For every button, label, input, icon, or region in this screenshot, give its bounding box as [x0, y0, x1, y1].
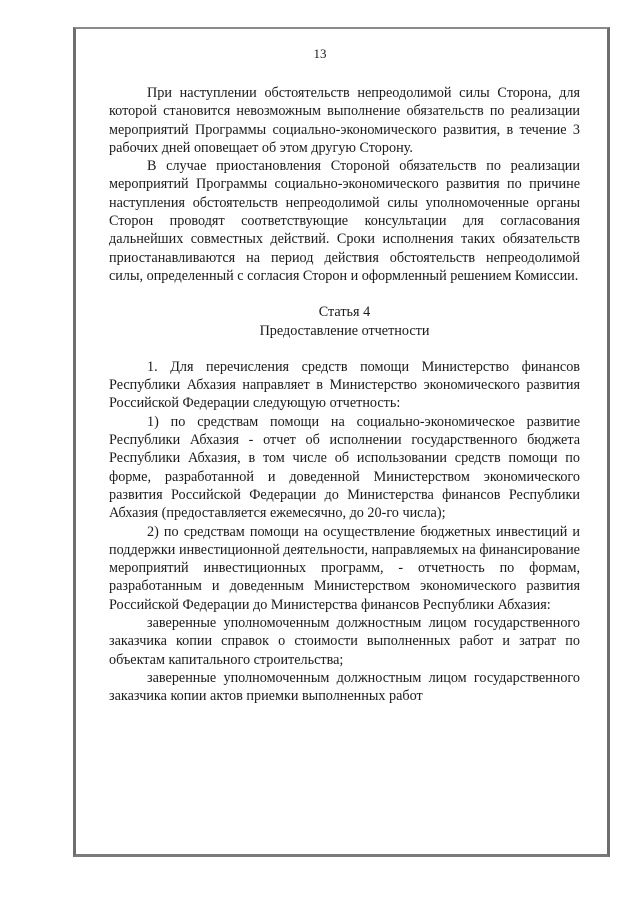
paragraph-reporting-item-2: 2) по средствам помощи на осуществление бюджетных инвестиций и поддержки инвестиционной деятельности, направляемых на финансирование мероприятий инвестиционных программ, - отчетность по формам, разработанным и доведенным Министерством экономического развития Российской Федерации до Министерства финансов Республики Абхазия: — [109, 523, 580, 613]
paragraph-reporting-intro: 1. Для перечисления средств помощи Министерство финансов Республики Абхазия направляет в Министерство экономического развития Российской Федерации следующую отчетность: — [109, 358, 580, 412]
spacer — [109, 340, 580, 358]
article-title: Предоставление отчетности — [259, 322, 430, 339]
page-number: 13 — [313, 46, 327, 61]
paragraph-force-majeure-notice: При наступлении обстоятельств непреодолимой силы Сторона, для которой становится невозможным выполнение обязательств по реализации мероприятий Программы социально-экономического развития, в течение 3 рабочих дней оповещает об этом другую Сторону. — [109, 85, 580, 156]
document-body — [109, 84, 580, 706]
paragraph-reporting-item-1: 1) по средствам помощи на социально-экономическое развитие Республики Абхазия - отчет об исполнении государственного бюджета Республики Абхазия, в том числе об использовании средств помощи по форме, разработанной и доведенной Министерством экономического развития Российской Федерации до Министерства финансов Республики Абхазия (предоставляется ежемесячно, до 20-го числа); — [109, 413, 580, 522]
article-number: Статья 4 — [318, 304, 371, 321]
paragraph-force-majeure-suspension: В случае приостановления Стороной обязательств по реализации мероприятий Программы социально-экономического развития по причине наступления обстоятельств непреодолимой силы уполномоченные органы Сторон проводят соответствующие консультации для согласования дальнейших совместных действий. Сроки исполнения таких обязательств приостанавливаются на период действия обстоятельств непреодолимой силы, определенный с согласия Сторон и оформленный решением Комиссии. — [109, 158, 580, 284]
spacer — [109, 285, 580, 303]
paragraph-certified-copies-reports: заверенные уполномоченным должностным лицом государственного заказчика копии справок о стоимости выполненных работ и затрат по объектам капитального строительства; — [109, 615, 580, 668]
paragraph-certified-copies-acts: заверенные уполномоченным должностным лицом государственного заказчика копии актов приемки выполненных работ — [109, 669, 580, 705]
